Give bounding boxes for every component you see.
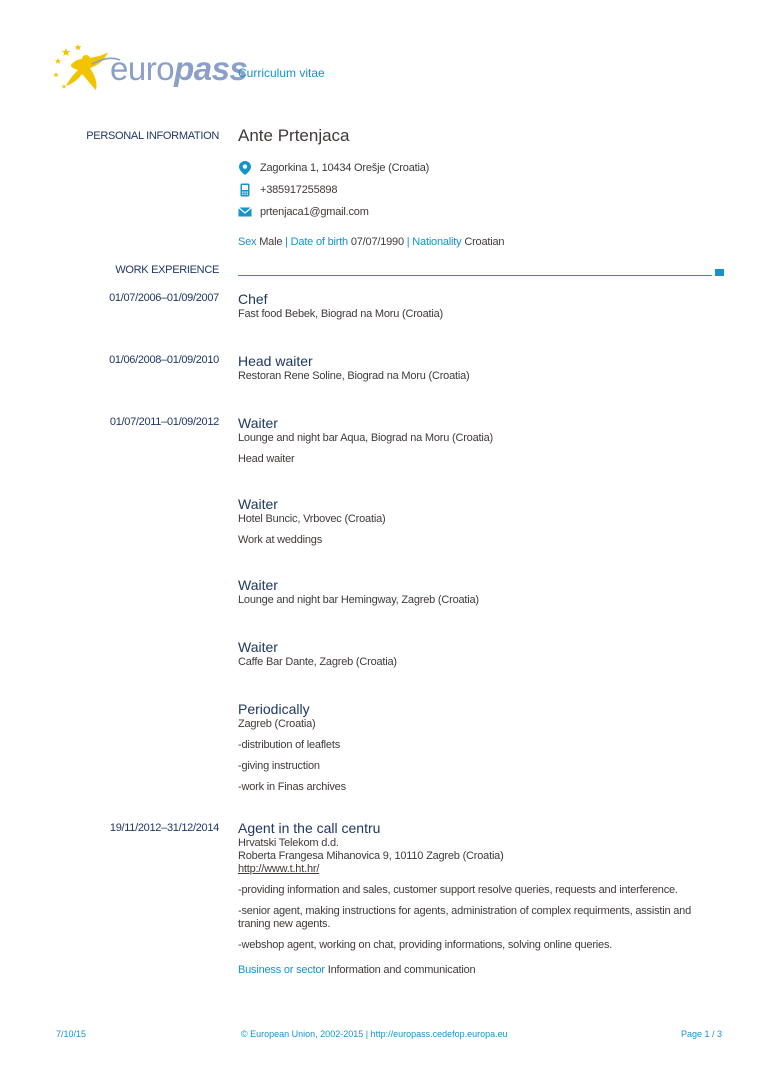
document-title: Curriculum vitae: [238, 66, 325, 80]
sex-label: Sex: [238, 236, 257, 248]
job-title: Waiter: [238, 577, 278, 593]
job-date: 01/07/2011–01/09/2012: [109, 416, 219, 428]
job-description: Head waiter: [238, 453, 295, 465]
logo-text-bold: pass: [174, 50, 248, 87]
logo-text-light: euro: [110, 50, 175, 87]
job-description-line: -work in Finas archives: [238, 781, 346, 793]
dob-label: Date of birth: [290, 236, 348, 248]
footer-date: 7/10/15: [56, 1029, 87, 1039]
europass-logo: [52, 42, 248, 94]
job-description: Work at weddings: [238, 534, 323, 546]
location-pin-icon: [238, 161, 252, 175]
separator: |: [285, 236, 288, 248]
job-title: Head waiter: [238, 353, 313, 369]
job-entry: [238, 414, 738, 466]
job-description-line: -giving instruction: [238, 760, 320, 772]
email-text[interactable]: prtenjaca1@gmail.com: [260, 206, 369, 218]
job-entry: [238, 638, 738, 669]
job-title: Waiter: [238, 639, 278, 655]
job-description-line: -distribution of leaflets: [238, 739, 340, 751]
job-entry: [238, 352, 738, 383]
job-employer: Lounge and night bar Hemingway, Zagreb (Croatia): [238, 594, 479, 606]
job-entry: [238, 576, 738, 607]
job-title: Periodically: [238, 701, 310, 717]
section-divider: [238, 275, 712, 276]
personal-information-label: PERSONAL INFORMATION: [86, 130, 219, 142]
job-employer: Zagreb (Croatia): [238, 718, 316, 730]
phone-row: [238, 182, 337, 198]
job-address: Roberta Frangesa Mihanovica 9, 10110 Zagreb (Croatia): [238, 850, 504, 862]
job-description-line: -webshop agent, working on chat, providing informations, solving online queries.: [238, 939, 613, 951]
job-employer: Restoran Rene Soline, Biograd na Moru (Croatia): [238, 370, 470, 382]
sex-value: Male: [259, 236, 283, 248]
footer-copyright: © European Union, 2002-2015 | http://europass.cedefop.europa.eu: [241, 1029, 508, 1039]
job-entry: [238, 819, 738, 977]
person-name: Ante Prtenjaca: [238, 126, 350, 145]
job-description-line: -providing information and sales, customer support resolve queries, requests and interference.: [238, 884, 678, 896]
address-text: Zagorkina 1, 10434 Orešje (Croatia): [260, 162, 430, 174]
job-entry: [238, 495, 738, 547]
nationality-value: Croatian: [464, 236, 505, 248]
sector-label: Business or sector: [238, 964, 325, 976]
personal-details-line: [238, 236, 504, 248]
job-entry: [238, 700, 738, 794]
nationality-label: Nationality: [412, 236, 462, 248]
separator: |: [406, 236, 410, 248]
address-row: [238, 160, 429, 176]
dob-value: 07/07/1990: [350, 236, 404, 248]
footer-page-number: Page 1 / 3: [680, 1029, 722, 1039]
job-date: 19/11/2012–31/12/2014: [109, 822, 219, 834]
job-employer: Lounge and night bar Aqua, Biograd na Moru (Croatia): [238, 432, 493, 444]
job-employer: Caffe Bar Dante, Zagreb (Croatia): [238, 656, 397, 668]
job-description-line: -senior agent, making instructions for agents, administration of complex requirments, assistin and traning new agents.: [238, 905, 692, 930]
email-row: [238, 204, 369, 220]
mobile-phone-icon: [238, 183, 252, 197]
job-employer: Fast food Bebek, Biograd na Moru (Croatia): [238, 308, 443, 320]
job-employer: Hrvatski Telekom d.d.: [238, 837, 339, 849]
sector-value: Information and communication: [327, 964, 476, 976]
job-title: Agent in the call centru: [238, 820, 381, 836]
envelope-icon: [238, 205, 252, 219]
job-date: 01/07/2006–01/09/2007: [109, 292, 219, 304]
job-employer: Hotel Buncic, Vrbovec (Croatia): [238, 513, 386, 525]
job-title: Waiter: [238, 415, 278, 431]
job-title: Waiter: [238, 496, 278, 512]
europass-wordmark: [110, 52, 247, 85]
work-experience-label: WORK EXPERIENCE: [115, 264, 219, 276]
business-sector-line: [238, 964, 738, 977]
job-title: Chef: [238, 291, 268, 307]
job-entry: [238, 290, 738, 321]
employer-website-link[interactable]: http://www.t.ht.hr/: [238, 863, 320, 875]
job-date: 01/06/2008–01/09/2010: [109, 354, 219, 366]
phone-text: +385917255898: [260, 184, 338, 196]
section-divider-marker: [715, 269, 724, 276]
